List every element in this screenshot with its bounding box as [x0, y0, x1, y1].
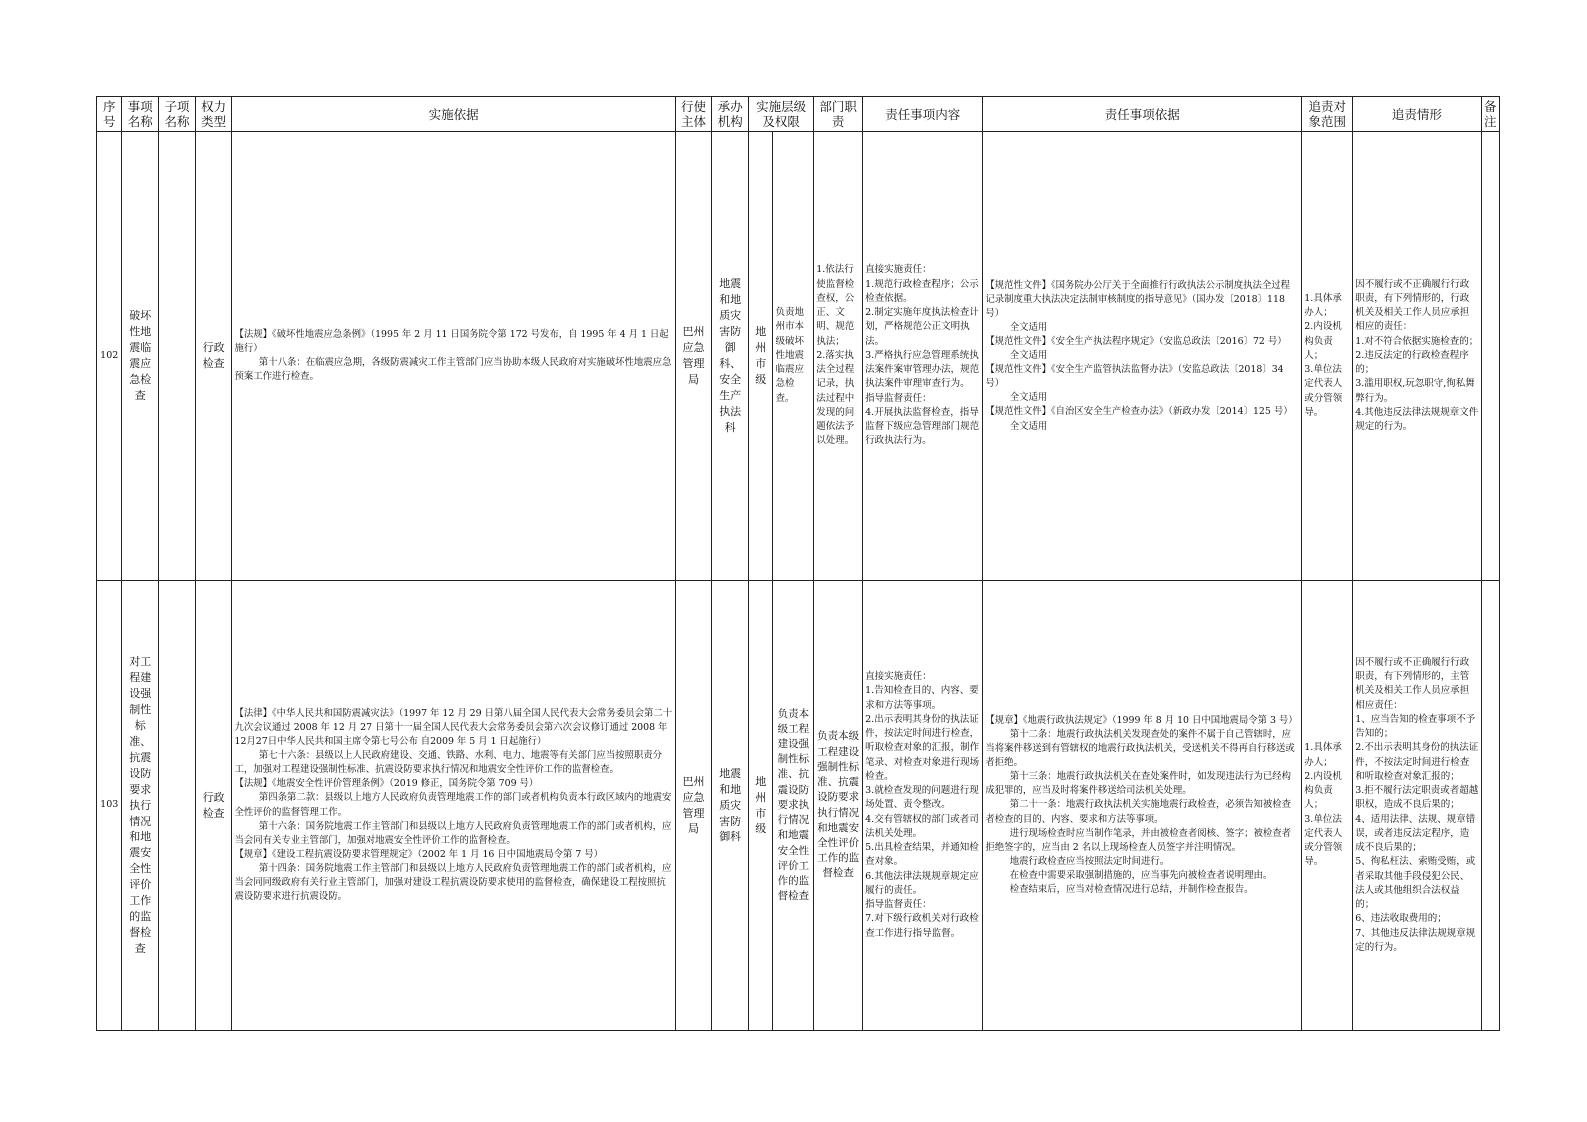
content: 直接实施责任： 1.规范行政检查程序；公示检查依据。 2.制定实施年度执法检查计划，严格规范公正文明执法。 3.严格执行应急管理系统执法案件案审管理办法，规范执法案件审理审查行为。 指导监督责任： 4.开展执法监督检查，指导监督下级应急管理部门规范行政执法行为。: [863, 132, 983, 581]
level: 地州市级: [749, 132, 773, 581]
power-type: 行政检查: [195, 132, 232, 581]
resp-basis-line: 【规章】《地震行政执法规定》（1999 年 8 月 10 日中国地震局令第 3 号）: [985, 714, 1298, 726]
header-accountability: 追责情形: [1353, 97, 1481, 132]
basis-cell: [232, 132, 675, 581]
resp-basis-line: 进行现场检查时应当制作笔录，并由被检查者阅核、签字；被检查者拒绝签字的，应当由 2 名以上现场检查人员签字并注明情况。: [985, 827, 1292, 853]
resp-basis-cell: [983, 132, 1302, 581]
resp-basis-cell: [983, 581, 1302, 1031]
resp-basis-line: 全文适用: [1009, 420, 1048, 432]
header-content: 责任事项内容: [863, 97, 983, 132]
remark: [1481, 581, 1499, 1031]
basis-line: 【法律】《中华人民共和国防震减灾法》（1997 年 12 月 29 日第八届全国人民代表大会常务委员会第二十九次会议通过 2008 年 12 月 27 日第十一届全国人民代表大会常务委员会第六次会议修订通过 2008 年12月27日中华人民共和国主席令第七号公布 自2009 年 5 月 1 日起施行）: [234, 707, 673, 747]
header-level: 实施层级及权限: [749, 97, 814, 132]
scope: 1.具体承办人； 2.内设机构负责人； 3.单位法定代表人或分管领导。: [1302, 132, 1353, 581]
header-duty: 部门职责: [814, 97, 863, 132]
resp-basis-line: 检查结束后，应当对检查情况进行总结，并制作检查报告。: [1009, 884, 1254, 896]
authority: 负责本级工程建设强制性标准、抗震设防要求执行情况和地震安全性评价工作的监督检查: [773, 581, 814, 1031]
resp-basis-line: 【规范性文件】《国务院办公厅关于全面推行行政执法公示制度执法全过程记录制度重大执法决定法制审核制度的指导意见》（国办发〔2018〕118 号）: [985, 279, 1291, 319]
item-name: 对工程建设强制性标准、抗震设防要求执行情况和地震安全性评价工作的监督检查: [122, 581, 159, 1031]
header-resp-basis: 责任事项依据: [983, 97, 1302, 132]
agency: 地震和地质灾害防御科: [712, 581, 749, 1031]
power-type: 行政检查: [195, 581, 232, 1031]
row-no: 102: [97, 132, 122, 581]
basis-line: 第十八条：在临震应急期，各级防震减灾工作主管部门应当协助本级人民政府对实施破坏性地震应急预案工作进行检查。: [234, 357, 672, 383]
row-no: 103: [97, 581, 122, 1031]
duty: 1.依法行使监督检查权，公正、文明、规范执法； 2.落实执法全过程记录，执法过程中发现的问题依法予以处理。: [814, 132, 863, 581]
header-agency: 承办机构: [712, 97, 749, 132]
header-no: 序号: [97, 97, 122, 132]
header-item-name: 事项名称: [122, 97, 159, 132]
resp-basis-line: 第二十一条：地震行政执法机关实施地震行政检查，必须告知被检查者检查的目的、内容、要求和方法等事项。: [985, 799, 1292, 825]
basis-line: 第四条第二款：县级以上地方人民政府负责管理地震工作的部门或者机构负责本行政区域内的地震安全性评价的监督管理工作。: [234, 792, 672, 818]
item-name: 破坏性地震临震应急检查: [122, 132, 159, 581]
duty: 负责本级工程建设强制性标准、抗震设防要求执行情况和地震安全性评价工作的监督检查: [814, 581, 863, 1031]
authority: 负责地州市本级破坏性地震临震应急检查。: [773, 132, 814, 581]
header-remark: 备注: [1481, 97, 1499, 132]
basis-line: 第七十六条：县级以上人民政府建设、交通、铁路、水利、电力、地震等有关部门应当按照职责分工，加强对工程建设强制性标准、抗震设防要求执行情况和地震安全性评价工作的监督检查。: [234, 750, 663, 776]
resp-basis-line: 【规范性文件】《安全生产监管执法监督办法》（安监总政法〔2018〕34 号）: [985, 364, 1284, 390]
basis-line: 【法规】《破坏性地震应急条例》（1995 年 2 月 11 日国务院令第 172 号发布，自 1995 年 4 月 1 日起施行）: [234, 328, 669, 354]
table-row: [97, 132, 1500, 581]
basis-line: 第十六条：国务院地震工作主管部门和县级以上地方人民政府负责管理地震工作的部门或者机构，应当会同有关专业主管部门，加强对地震安全性评价工作的监督检查。: [234, 820, 672, 846]
sub-item: [159, 581, 196, 1031]
resp-basis-line: 【规范性文件】《安全生产执法程序规定》（安监总政法〔2016〕72 号）: [985, 335, 1287, 347]
power-list-table: [96, 96, 1500, 1031]
header-scope: 追责对象范围: [1302, 97, 1353, 132]
basis-line: 【法规】《地震安全性评价管理条例》（2019 修正，国务院令第 709 号）: [234, 778, 539, 790]
resp-basis-line: 全文适用: [1009, 350, 1048, 362]
remark: [1481, 132, 1499, 581]
scope: 1.具体承办人； 2.内设机构负责人； 3.单位法定代表人或分管领导。: [1302, 581, 1353, 1031]
header-basis: 实施依据: [232, 97, 675, 132]
resp-basis-line: 全文适用: [1009, 392, 1048, 404]
resp-basis-line: 在检查中需要采取强制措施的，应当事先向被检查者说明理由。: [1009, 870, 1273, 882]
resp-basis-line: 全文适用: [1009, 321, 1048, 333]
accountability: 因不履行或不正确履行行政职责，有下列情形的，行政机关及相关工作人员应承担相应的责任： 1.对不符合依据实施检查的； 2.违反法定的行政检查程序的； 3.滥用职权,玩忽职守,徇私舞弊行为。 4.其他违反法律法规规章文件规定的行为。: [1353, 132, 1481, 581]
subject: 巴州应急管理局: [675, 581, 712, 1031]
basis-line: 【规章】《建设工程抗震设防要求管理规定》（2002 年 1 月 16 日中国地震局令第 7 号）: [234, 848, 604, 860]
sub-item: [159, 132, 196, 581]
level: 地州市级: [749, 581, 773, 1031]
content: 直接实施责任： 1.告知检查目的、内容、要求和方法等事项。 2.出示表明其身份的执法证件，按法定时间进行检查，听取检查对象的汇报，制作笔录、对检查对象进行现场检查。 3.就检查发现的问题进行现场处置、责令整改。 4.交有管辖权的部门或者司法机关处理。 5.出具检查结果，并通知检查对象。 6.其他法律法规规章规定应履行的责任。 指导监督责任： 7.对下级行政机关对行政检查工作进行指导监督。: [863, 581, 983, 1031]
basis-cell: [232, 581, 675, 1031]
basis-line: 第十四条：国务院地震工作主管部门和县级以上地方人民政府负责管理地震工作的部门或者机构，应当会同同级政府有关行业主管部门，加强对建设工程抗震设防要求使用的监督检查，确保建设工程按照抗震设防要求进行抗震设防。: [234, 862, 672, 903]
header-subject: 行使主体: [675, 97, 712, 132]
header-row: [97, 97, 1500, 132]
subject: 巴州应急管理局: [675, 132, 712, 581]
resp-basis-line: 第十二条：地震行政执法机关发现查处的案件不属于自己管辖时，应当将案件移送到有管辖权的地震行政执法机关，受送机关不得再自行移送或者拒绝。: [985, 728, 1295, 769]
agency: 地震和地质灾害防御科、安全生产执法科: [712, 132, 749, 581]
resp-basis-line: 【规范性文件】《自治区安全生产检查办法》（新政办发〔2014〕125 号）: [985, 406, 1293, 418]
resp-basis-line: 地震行政检查应当按照法定时间进行。: [1009, 855, 1170, 867]
header-power-type: 权力类型: [195, 97, 232, 132]
table-row: [97, 581, 1500, 1031]
header-sub-item: 子项名称: [159, 97, 196, 132]
resp-basis-line: 第十三条：地震行政执法机关在查处案件时，如发现违法行为已经构成犯罪的，应当及时将案件移送给司法机关处理。: [985, 771, 1292, 797]
accountability: 因不履行或不正确履行行政职责，有下列情形的，主管机关及相关工作人员应承担相应责任： 1、应当告知的检查事项不予告知的； 2.不出示表明其身份的执法证件，不按法定时间进行检查和听取检查对象汇报的； 3.拒不履行法定职责或者超越职权，造成不良后果的； 4、适用法律、法规、规章错误，或者违反法定程序，造成不良后果的； 5、徇私枉法、索贿受贿，或者采取其他手段侵犯公民、法人或其他组织合法权益的； 6、违法收取费用的； 7、其他违反法律法规规章规定的行为。: [1353, 581, 1481, 1031]
